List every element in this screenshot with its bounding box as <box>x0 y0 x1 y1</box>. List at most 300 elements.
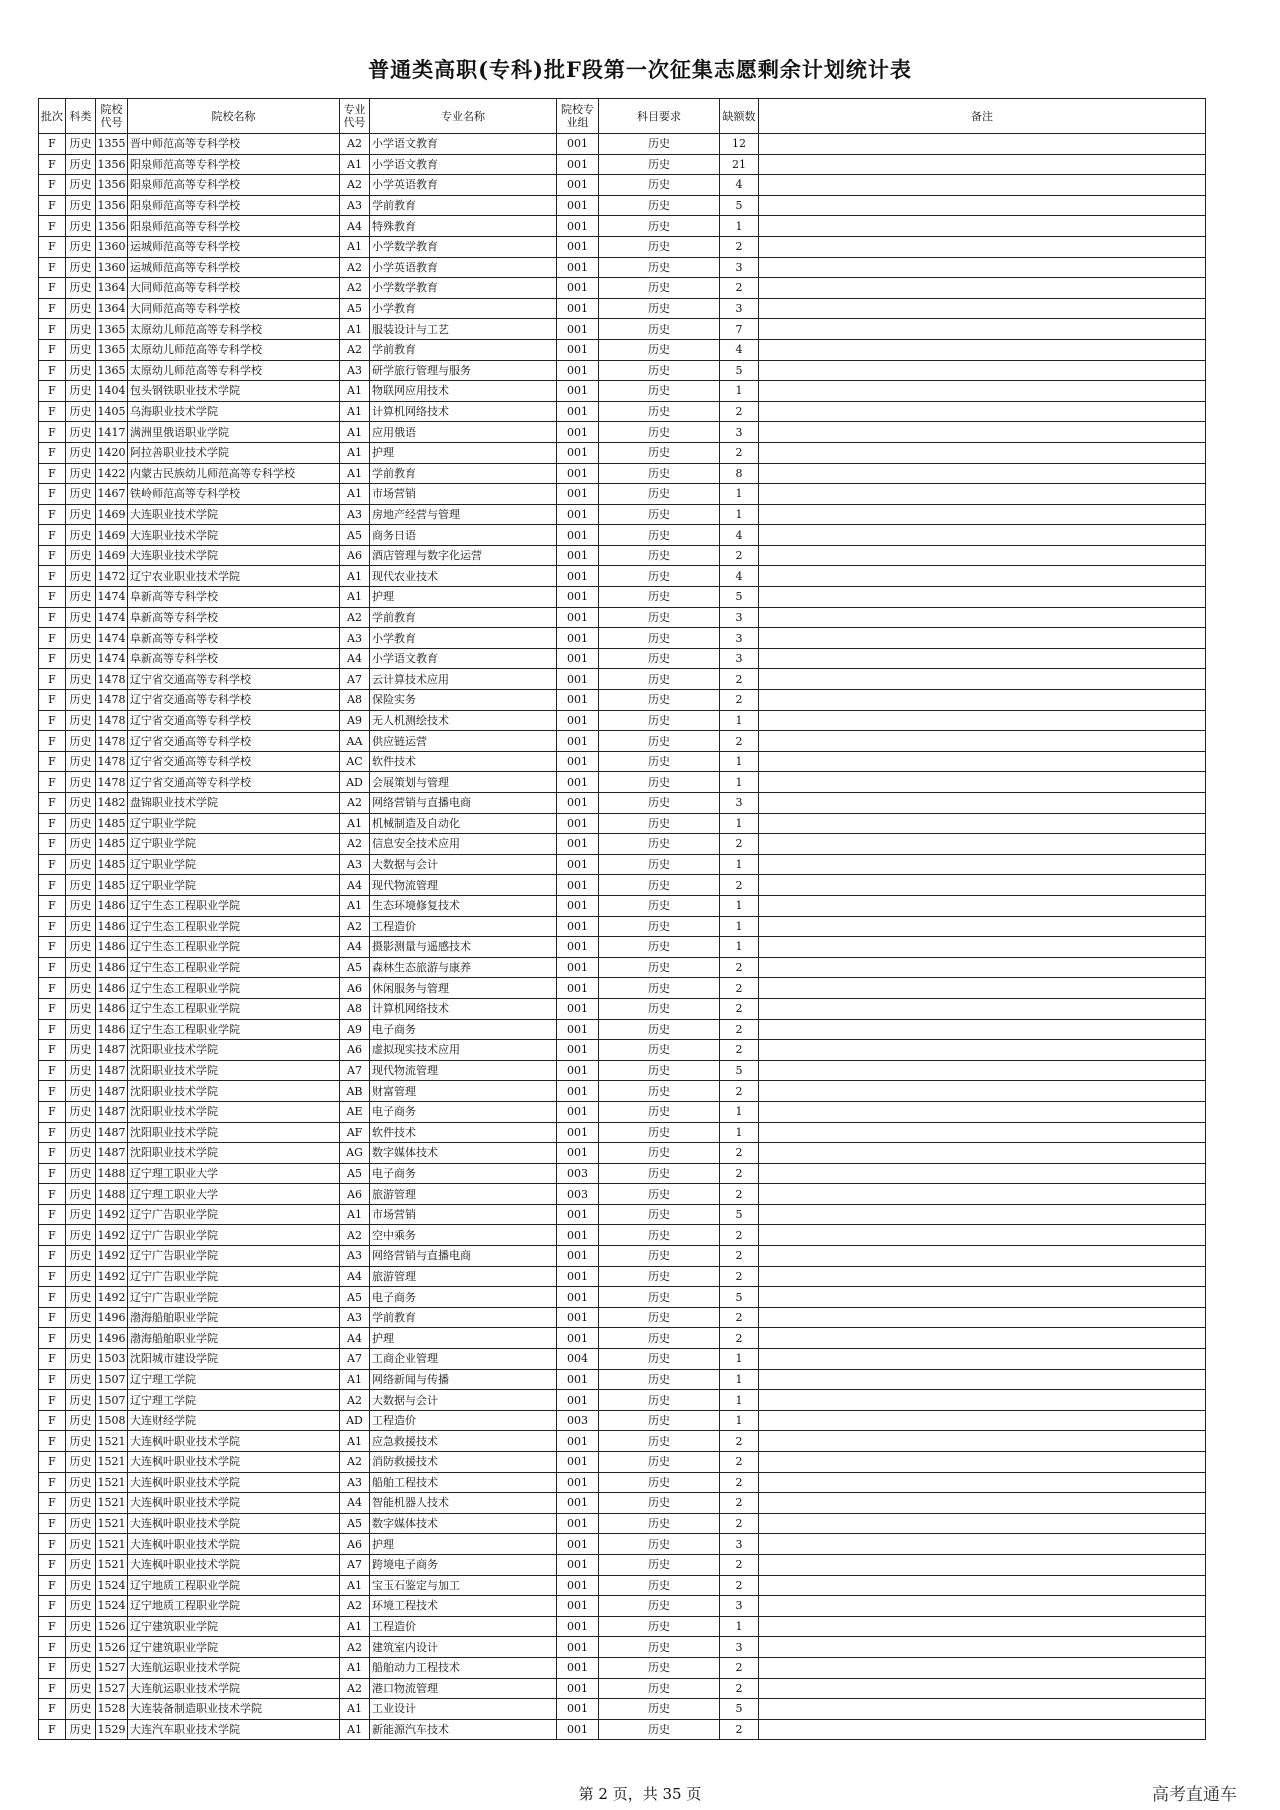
cell-school-name: 辽宁建筑职业学院 <box>128 1616 340 1637</box>
cell-remark <box>759 1349 1206 1370</box>
cell-batch: F <box>39 1143 66 1164</box>
cell-remark <box>759 731 1206 752</box>
cell-major-name: 护理 <box>370 1534 557 1555</box>
cell-school-name: 阜新高等专科学校 <box>128 648 340 669</box>
cell-major-code: A1 <box>340 813 370 834</box>
cell-major-name: 跨境电子商务 <box>370 1554 557 1575</box>
cell-major-name: 大数据与会计 <box>370 1390 557 1411</box>
cell-category: 历史 <box>66 1204 96 1225</box>
table-row <box>39 154 1206 175</box>
cell-school-name: 辽宁职业学院 <box>128 875 340 896</box>
cell-vacancy: 5 <box>720 1699 759 1720</box>
cell-subject: 历史 <box>599 1431 720 1452</box>
cell-category: 历史 <box>66 134 96 155</box>
table-row <box>39 1040 1206 1061</box>
cell-school-name: 辽宁农业职业技术学院 <box>128 566 340 587</box>
cell-remark <box>759 1287 1206 1308</box>
cell-batch: F <box>39 1369 66 1390</box>
cell-vacancy: 1 <box>720 1101 759 1122</box>
cell-school-code: 1486 <box>96 978 128 999</box>
cell-school-name: 渤海船舶职业学院 <box>128 1307 340 1328</box>
cell-remark <box>759 710 1206 731</box>
table-row <box>39 1472 1206 1493</box>
cell-major-code: A2 <box>340 793 370 814</box>
cell-school-name: 辽宁生态工程职业学院 <box>128 916 340 937</box>
cell-subject: 历史 <box>599 339 720 360</box>
cell-major-code: A1 <box>340 442 370 463</box>
cell-category: 历史 <box>66 1431 96 1452</box>
cell-category: 历史 <box>66 648 96 669</box>
cell-school-code: 1469 <box>96 525 128 546</box>
cell-subject: 历史 <box>599 1225 720 1246</box>
cell-vacancy: 1 <box>720 772 759 793</box>
cell-category: 历史 <box>66 525 96 546</box>
cell-school-name: 铁岭师范高等专科学校 <box>128 484 340 505</box>
cell-subject: 历史 <box>599 1349 720 1370</box>
cell-subject: 历史 <box>599 1163 720 1184</box>
cell-major-code: A2 <box>340 1225 370 1246</box>
cell-subject: 历史 <box>599 1678 720 1699</box>
cell-group: 001 <box>557 731 599 752</box>
cell-school-name: 沈阳职业技术学院 <box>128 1060 340 1081</box>
cell-subject: 历史 <box>599 484 720 505</box>
cell-remark <box>759 1184 1206 1205</box>
cell-batch: F <box>39 1719 66 1740</box>
cell-major-code: A2 <box>340 834 370 855</box>
cell-major-code: A5 <box>340 1287 370 1308</box>
cell-major-name: 小学语文教育 <box>370 134 557 155</box>
cell-major-code: A3 <box>340 1307 370 1328</box>
table-row <box>39 1184 1206 1205</box>
table-row <box>39 1307 1206 1328</box>
cell-major-name: 应急救援技术 <box>370 1431 557 1452</box>
cell-school-code: 1521 <box>96 1472 128 1493</box>
cell-major-name: 建筑室内设计 <box>370 1637 557 1658</box>
cell-group: 001 <box>557 154 599 175</box>
cell-subject: 历史 <box>599 978 720 999</box>
cell-group: 001 <box>557 195 599 216</box>
table-row <box>39 669 1206 690</box>
cell-batch: F <box>39 998 66 1019</box>
cell-major-name: 特殊教育 <box>370 216 557 237</box>
cell-school-code: 1405 <box>96 401 128 422</box>
cell-school-code: 1488 <box>96 1163 128 1184</box>
table-row <box>39 1163 1206 1184</box>
cell-batch: F <box>39 1019 66 1040</box>
cell-school-code: 1355 <box>96 134 128 155</box>
cell-group: 001 <box>557 1369 599 1390</box>
cell-school-code: 1356 <box>96 195 128 216</box>
cell-vacancy: 2 <box>720 401 759 422</box>
cell-batch: F <box>39 793 66 814</box>
cell-school-name: 大连职业技术学院 <box>128 504 340 525</box>
cell-school-name: 渤海船舶职业学院 <box>128 1328 340 1349</box>
cell-category: 历史 <box>66 1184 96 1205</box>
cell-school-name: 乌海职业技术学院 <box>128 401 340 422</box>
cell-school-code: 1492 <box>96 1246 128 1267</box>
cell-group: 001 <box>557 1431 599 1452</box>
cell-category: 历史 <box>66 566 96 587</box>
table-row <box>39 442 1206 463</box>
cell-school-name: 辽宁广告职业学院 <box>128 1287 340 1308</box>
cell-vacancy: 5 <box>720 1060 759 1081</box>
cell-remark <box>759 1040 1206 1061</box>
cell-school-name: 辽宁理工学院 <box>128 1369 340 1390</box>
cell-major-name: 工商企业管理 <box>370 1349 557 1370</box>
cell-batch: F <box>39 1101 66 1122</box>
table-row <box>39 998 1206 1019</box>
cell-category: 历史 <box>66 1246 96 1267</box>
cell-vacancy: 1 <box>720 216 759 237</box>
cell-vacancy: 2 <box>720 1719 759 1740</box>
cell-group: 001 <box>557 134 599 155</box>
cell-remark <box>759 1616 1206 1637</box>
cell-major-name: 现代物流管理 <box>370 1060 557 1081</box>
cell-batch: F <box>39 216 66 237</box>
cell-school-code: 1487 <box>96 1122 128 1143</box>
cell-group: 001 <box>557 216 599 237</box>
cell-school-name: 阳泉师范高等专科学校 <box>128 195 340 216</box>
cell-batch: F <box>39 607 66 628</box>
cell-school-name: 沈阳职业技术学院 <box>128 1081 340 1102</box>
cell-batch: F <box>39 381 66 402</box>
cell-batch: F <box>39 525 66 546</box>
cell-major-name: 电子商务 <box>370 1287 557 1308</box>
cell-batch: F <box>39 154 66 175</box>
cell-group: 001 <box>557 957 599 978</box>
cell-school-code: 1485 <box>96 854 128 875</box>
cell-school-code: 1467 <box>96 484 128 505</box>
cell-category: 历史 <box>66 1699 96 1720</box>
cell-category: 历史 <box>66 628 96 649</box>
cell-group: 001 <box>557 1699 599 1720</box>
cell-major-code: A2 <box>340 175 370 196</box>
cell-subject: 历史 <box>599 1307 720 1328</box>
cell-category: 历史 <box>66 319 96 340</box>
cell-vacancy: 1 <box>720 1369 759 1390</box>
cell-subject: 历史 <box>599 751 720 772</box>
cell-remark <box>759 1699 1206 1720</box>
cell-category: 历史 <box>66 1452 96 1473</box>
cell-school-name: 辽宁职业学院 <box>128 834 340 855</box>
cell-batch: F <box>39 1637 66 1658</box>
page-title: 普通类高职(专科)批F段第一次征集志愿剩余计划统计表 <box>368 57 912 82</box>
cell-school-code: 1486 <box>96 1019 128 1040</box>
cell-school-name: 运城师范高等专科学校 <box>128 257 340 278</box>
cell-batch: F <box>39 195 66 216</box>
cell-subject: 历史 <box>599 195 720 216</box>
cell-major-name: 智能机器人技术 <box>370 1493 557 1514</box>
cell-vacancy: 12 <box>720 134 759 155</box>
cell-batch: F <box>39 1699 66 1720</box>
table-row <box>39 1616 1206 1637</box>
cell-major-code: A7 <box>340 1349 370 1370</box>
cell-subject: 历史 <box>599 1328 720 1349</box>
cell-batch: F <box>39 1225 66 1246</box>
cell-category: 历史 <box>66 381 96 402</box>
cell-batch: F <box>39 957 66 978</box>
cell-school-name: 阜新高等专科学校 <box>128 628 340 649</box>
cell-school-name: 大连枫叶职业技术学院 <box>128 1513 340 1534</box>
cell-vacancy: 2 <box>720 1163 759 1184</box>
cell-school-code: 1488 <box>96 1184 128 1205</box>
cell-school-name: 辽宁省交通高等专科学校 <box>128 690 340 711</box>
cell-remark <box>759 298 1206 319</box>
table-row <box>39 134 1206 155</box>
cell-vacancy: 3 <box>720 1596 759 1617</box>
cell-remark <box>759 360 1206 381</box>
cell-subject: 历史 <box>599 1287 720 1308</box>
cell-school-name: 辽宁理工职业大学 <box>128 1163 340 1184</box>
cell-remark <box>759 1101 1206 1122</box>
cell-school-name: 满洲里俄语职业学院 <box>128 422 340 443</box>
cell-major-name: 空中乘务 <box>370 1225 557 1246</box>
cell-vacancy: 2 <box>720 690 759 711</box>
cell-subject: 历史 <box>599 381 720 402</box>
cell-major-name: 财富管理 <box>370 1081 557 1102</box>
cell-batch: F <box>39 360 66 381</box>
cell-school-code: 1485 <box>96 875 128 896</box>
table-row <box>39 236 1206 257</box>
cell-category: 历史 <box>66 442 96 463</box>
cell-subject: 历史 <box>599 895 720 916</box>
cell-major-code: A1 <box>340 566 370 587</box>
cell-school-name: 大连枫叶职业技术学院 <box>128 1493 340 1514</box>
table-row <box>39 854 1206 875</box>
header-school-name: 院校名称 <box>128 99 340 134</box>
cell-school-code: 1486 <box>96 998 128 1019</box>
cell-vacancy: 3 <box>720 257 759 278</box>
cell-school-code: 1492 <box>96 1225 128 1246</box>
cell-subject: 历史 <box>599 1266 720 1287</box>
cell-school-code: 1487 <box>96 1101 128 1122</box>
table-row <box>39 1143 1206 1164</box>
cell-group: 001 <box>557 690 599 711</box>
cell-major-name: 机械制造及自动化 <box>370 813 557 834</box>
table-row <box>39 1637 1206 1658</box>
cell-batch: F <box>39 442 66 463</box>
cell-major-name: 宝玉石鉴定与加工 <box>370 1575 557 1596</box>
cell-remark <box>759 1081 1206 1102</box>
cell-school-code: 1478 <box>96 690 128 711</box>
table-row <box>39 216 1206 237</box>
cell-remark <box>759 257 1206 278</box>
cell-school-code: 1469 <box>96 504 128 525</box>
cell-subject: 历史 <box>599 1040 720 1061</box>
cell-school-code: 1524 <box>96 1596 128 1617</box>
cell-major-code: A7 <box>340 669 370 690</box>
table-row <box>39 1225 1206 1246</box>
cell-category: 历史 <box>66 1575 96 1596</box>
table-row <box>39 1390 1206 1411</box>
cell-major-code: A1 <box>340 154 370 175</box>
cell-subject: 历史 <box>599 1637 720 1658</box>
cell-batch: F <box>39 937 66 958</box>
cell-category: 历史 <box>66 813 96 834</box>
cell-school-name: 辽宁理工职业大学 <box>128 1184 340 1205</box>
cell-group: 001 <box>557 1143 599 1164</box>
cell-vacancy: 2 <box>720 1472 759 1493</box>
cell-subject: 历史 <box>599 1513 720 1534</box>
cell-school-code: 1492 <box>96 1204 128 1225</box>
cell-batch: F <box>39 916 66 937</box>
cell-major-name: 供应链运营 <box>370 731 557 752</box>
cell-major-name: 应用俄语 <box>370 422 557 443</box>
cell-school-name: 辽宁生态工程职业学院 <box>128 978 340 999</box>
cell-vacancy: 1 <box>720 381 759 402</box>
cell-group: 001 <box>557 793 599 814</box>
cell-remark <box>759 1204 1206 1225</box>
cell-remark <box>759 422 1206 443</box>
cell-category: 历史 <box>66 278 96 299</box>
cell-group: 001 <box>557 278 599 299</box>
cell-major-code: A1 <box>340 1616 370 1637</box>
cell-school-code: 1527 <box>96 1678 128 1699</box>
cell-category: 历史 <box>66 710 96 731</box>
cell-major-name: 电子商务 <box>370 1163 557 1184</box>
cell-subject: 历史 <box>599 1122 720 1143</box>
table-row <box>39 793 1206 814</box>
cell-major-name: 保险实务 <box>370 690 557 711</box>
cell-school-name: 大连枫叶职业技术学院 <box>128 1534 340 1555</box>
cell-category: 历史 <box>66 422 96 443</box>
cell-vacancy: 1 <box>720 1390 759 1411</box>
table-row <box>39 772 1206 793</box>
cell-subject: 历史 <box>599 175 720 196</box>
cell-category: 历史 <box>66 875 96 896</box>
table-row <box>39 1349 1206 1370</box>
cell-major-code: A1 <box>340 1719 370 1740</box>
cell-category: 历史 <box>66 1390 96 1411</box>
cell-remark <box>759 1493 1206 1514</box>
cell-school-name: 包头钢铁职业技术学院 <box>128 381 340 402</box>
cell-major-name: 数字媒体技术 <box>370 1143 557 1164</box>
cell-group: 001 <box>557 710 599 731</box>
cell-batch: F <box>39 1287 66 1308</box>
table-row <box>39 545 1206 566</box>
cell-category: 历史 <box>66 690 96 711</box>
cell-group: 001 <box>557 937 599 958</box>
cell-subject: 历史 <box>599 998 720 1019</box>
cell-group: 001 <box>557 1060 599 1081</box>
cell-batch: F <box>39 1246 66 1267</box>
cell-school-name: 阳泉师范高等专科学校 <box>128 216 340 237</box>
cell-major-code: A1 <box>340 1431 370 1452</box>
table-row <box>39 1534 1206 1555</box>
cell-subject: 历史 <box>599 587 720 608</box>
cell-subject: 历史 <box>599 298 720 319</box>
cell-batch: F <box>39 875 66 896</box>
cell-subject: 历史 <box>599 1060 720 1081</box>
cell-school-name: 辽宁广告职业学院 <box>128 1225 340 1246</box>
cell-vacancy: 2 <box>720 957 759 978</box>
cell-school-code: 1521 <box>96 1431 128 1452</box>
cell-category: 历史 <box>66 1637 96 1658</box>
cell-school-code: 1487 <box>96 1143 128 1164</box>
cell-major-name: 旅游管理 <box>370 1184 557 1205</box>
cell-subject: 历史 <box>599 360 720 381</box>
cell-vacancy: 2 <box>720 1452 759 1473</box>
cell-batch: F <box>39 1204 66 1225</box>
cell-vacancy: 2 <box>720 1328 759 1349</box>
cell-major-code: A2 <box>340 916 370 937</box>
cell-school-code: 1365 <box>96 360 128 381</box>
cell-remark <box>759 1472 1206 1493</box>
cell-school-name: 沈阳城市建设学院 <box>128 1349 340 1370</box>
cell-batch: F <box>39 298 66 319</box>
cell-batch: F <box>39 1431 66 1452</box>
cell-vacancy: 3 <box>720 607 759 628</box>
cell-major-name: 工程造价 <box>370 1616 557 1637</box>
cell-category: 历史 <box>66 669 96 690</box>
cell-vacancy: 2 <box>720 1307 759 1328</box>
table-row <box>39 1719 1206 1740</box>
cell-group: 001 <box>557 1225 599 1246</box>
cell-vacancy: 3 <box>720 648 759 669</box>
cell-vacancy: 2 <box>720 1266 759 1287</box>
cell-category: 历史 <box>66 1616 96 1637</box>
cell-category: 历史 <box>66 731 96 752</box>
cell-remark <box>759 628 1206 649</box>
cell-batch: F <box>39 319 66 340</box>
table-row <box>39 1575 1206 1596</box>
cell-school-name: 大连职业技术学院 <box>128 545 340 566</box>
cell-school-name: 大连职业技术学院 <box>128 525 340 546</box>
cell-school-name: 辽宁职业学院 <box>128 813 340 834</box>
cell-school-code: 1492 <box>96 1266 128 1287</box>
cell-remark <box>759 1596 1206 1617</box>
cell-school-code: 1492 <box>96 1287 128 1308</box>
cell-group: 001 <box>557 669 599 690</box>
cell-school-name: 大同师范高等专科学校 <box>128 298 340 319</box>
cell-group: 001 <box>557 895 599 916</box>
cell-major-code: A2 <box>340 278 370 299</box>
table-row <box>39 916 1206 937</box>
cell-school-code: 1474 <box>96 607 128 628</box>
cell-batch: F <box>39 834 66 855</box>
cell-major-name: 小学英语教育 <box>370 175 557 196</box>
table-body <box>39 134 1206 1740</box>
cell-remark <box>759 793 1206 814</box>
cell-subject: 历史 <box>599 834 720 855</box>
cell-vacancy: 1 <box>720 916 759 937</box>
cell-school-code: 1365 <box>96 339 128 360</box>
cell-subject: 历史 <box>599 690 720 711</box>
cell-school-code: 1472 <box>96 566 128 587</box>
cell-major-code: A6 <box>340 1184 370 1205</box>
cell-remark <box>759 1513 1206 1534</box>
cell-category: 历史 <box>66 1019 96 1040</box>
cell-vacancy: 2 <box>720 1493 759 1514</box>
table-row <box>39 381 1206 402</box>
cell-remark <box>759 648 1206 669</box>
cell-school-code: 1503 <box>96 1349 128 1370</box>
cell-category: 历史 <box>66 751 96 772</box>
cell-major-name: 现代物流管理 <box>370 875 557 896</box>
watermark: 高考直通车 <box>1152 1785 1237 1805</box>
cell-major-name: 研学旅行管理与服务 <box>370 360 557 381</box>
cell-subject: 历史 <box>599 566 720 587</box>
cell-category: 历史 <box>66 339 96 360</box>
cell-school-code: 1356 <box>96 154 128 175</box>
cell-group: 001 <box>557 381 599 402</box>
cell-group: 001 <box>557 1554 599 1575</box>
cell-batch: F <box>39 1596 66 1617</box>
cell-major-name: 环境工程技术 <box>370 1596 557 1617</box>
cell-major-code: A1 <box>340 484 370 505</box>
cell-major-name: 网络新闻与传播 <box>370 1369 557 1390</box>
table-row <box>39 875 1206 896</box>
